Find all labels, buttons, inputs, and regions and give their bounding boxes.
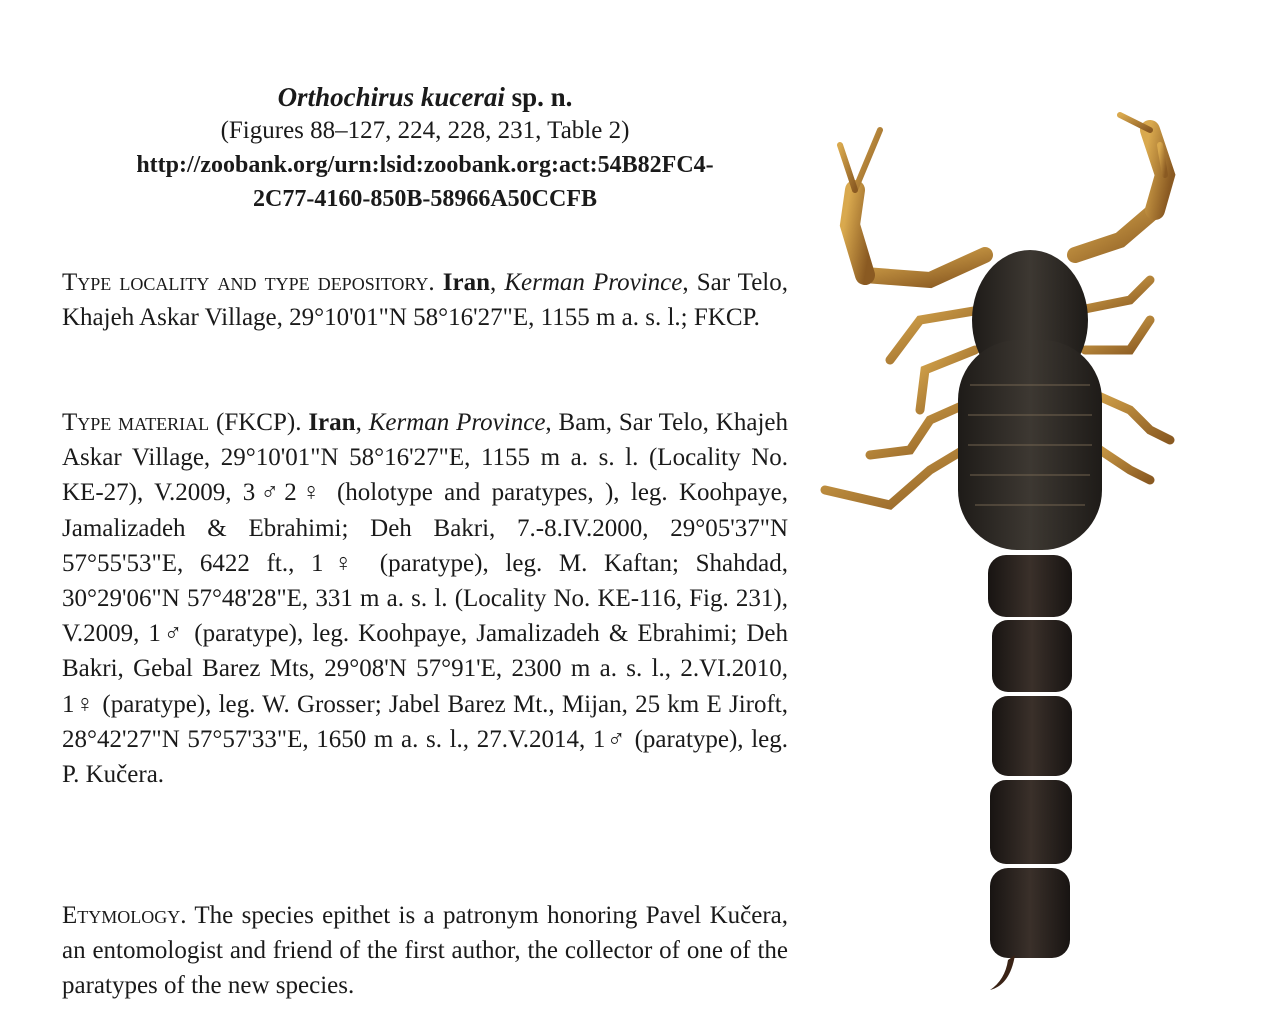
metasoma	[988, 555, 1072, 958]
type-material-depository: (FKCP).	[209, 409, 309, 436]
type-locality-heading: Type locality and type depository.	[62, 269, 435, 296]
scorpion-illustration	[810, 110, 1250, 1000]
etymology-text: The species epithet is a patronym honoring Pavel Kučera, an entomologist and friend of the first author, the collector of one of the paratypes of the new species.	[62, 902, 788, 1000]
species-header	[40, 80, 810, 216]
type-material-text: , Bam, Sar Telo, Khajeh Askar Village, 29°10'01"N 58°16'27"E, 1155 m a. s. l. (Locality No. KE-27), V.2009, 3♂2♀ (holotype and paratypes, ), leg. Koohpaye, Jamalizadeh & Ebrahimi; Deh Bakri, 7.-8.IV.2000, 29°05'37"N 57°55'53"E, 6422 ft., 1♀ (paratype), leg. M. Kaftan; Shahdad, 30°29'06"N 57°48'28"E, 331 m a. s. l. (Locality No. KE-116, Fig. 231), V.2009, 1♂ (paratype), leg. Koohpaye, Jamalizadeh & Ebrahimi; Deh Bakri, Gebal Barez Mts, 29°08'N 57°91'E, 2300 m a. s. l., 2.VI.2010, 1♀ (paratype), leg. W. Grosser; Jabel Barez Mt., Mijan, 25 km E Jiroft, 28°42'27"N 57°57'33"E, 1650 m a. s. l., 27.V.2014, 1♂ (paratype), leg. P. Kučera.	[62, 409, 788, 789]
type-locality-country: Iran	[442, 269, 490, 296]
type-locality-text: , Sar Telo, Khajeh Askar Village, 29°10'01"N 58°16'27"E, 1155 m a. s. l.; FKCP.	[62, 269, 788, 332]
species-title	[40, 80, 810, 114]
type-material-country: Iran	[308, 409, 356, 436]
etymology-heading: Etymology.	[62, 902, 187, 929]
zoobank-url-line2: 2C77-4160-850B-58966A50CCFB	[253, 186, 597, 212]
left-legs	[825, 310, 980, 505]
text-column	[62, 80, 788, 1000]
sp-n-label: sp. n.	[511, 82, 573, 112]
etymology-paragraph	[62, 898, 788, 1004]
figures-reference: (Figures 88–127, 224, 228, 231, Table 2)	[220, 117, 630, 144]
type-material-heading: Type material	[62, 409, 210, 436]
left-pedipalp	[840, 130, 985, 280]
zoobank-url-line1: http://zoobank.org/urn:lsid:zoobank.org:act:54B82FC4-	[136, 152, 714, 178]
type-material-paragraph: Type material (FKCP). Iran, Kerman Province, Bam, Sar Telo, Khajeh Askar Village, 29°10'01"N 58°16'27"E, 1155 m a. s. l. (Locality No. KE-27), V.2009, 3♂2♀ (holotype and paratypes, ), leg. Koohpaye, Jamalizadeh & Ebrahimi; Deh Bakri, 7.-8.IV.2000, 29°05'37"N 57°55'53"E, 6422 ft., 1♀ (paratype), leg. M. Kaftan; Shahdad, 30°29'06"N 57°48'28"E, 331 m a. s. l. (Locality No. KE-116, Fig. 231), V.2009, 1♂ (paratype), leg. Koohpaye, Jamalizadeh & Ebrahimi; Deh Bakri, Gebal Barez Mts, 29°08'N 57°91'E, 2300 m a. s. l., 2.VI.2010, 1♀ (paratype), leg. W. Grosser; Jabel Barez Mt., Mijan, 25 km E Jiroft, 28°42'27"N 57°57'33"E, 1650 m a. s. l., 27.V.2014, 1♂ (paratype), leg. P. Kučera.	[62, 409, 788, 789]
type-locality-paragraph: Type locality and type depository. Iran, Kerman Province, Sar Telo, Khajeh Askar Village, 29°10'01"N 58°16'27"E, 1155 m a. s. l.; FKCP.	[62, 269, 788, 332]
scorpion-photo	[810, 110, 1250, 1000]
telson	[990, 955, 1015, 990]
type-material-province: Kerman Province	[368, 409, 546, 436]
species-name: Orthochirus kucerai	[277, 82, 505, 112]
right-pedipalp	[1075, 115, 1165, 255]
type-locality-province: Kerman Province	[504, 269, 683, 296]
